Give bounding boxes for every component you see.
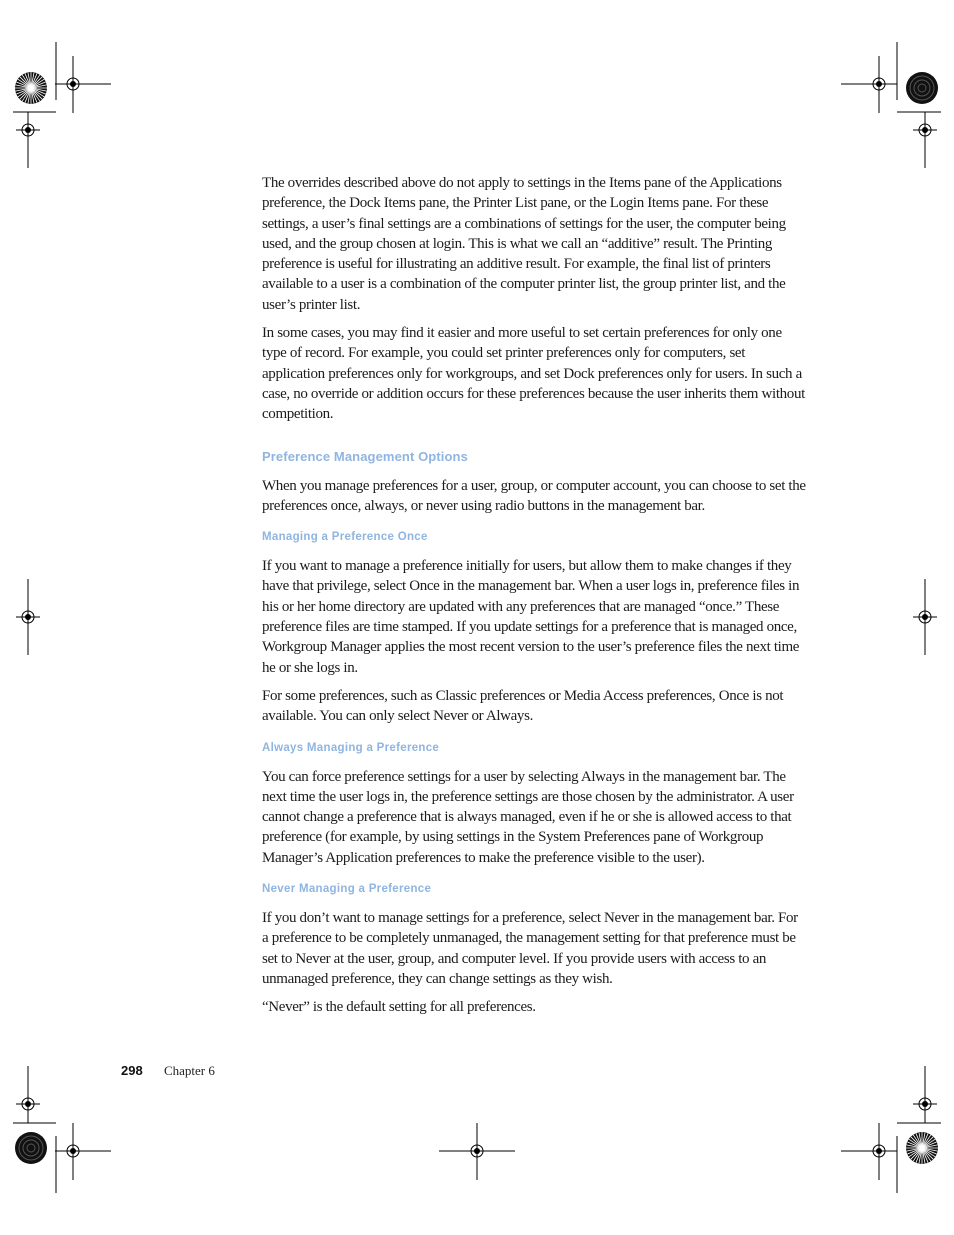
paragraph-never-default: “Never” is the default setting for all preferences.	[262, 999, 536, 1016]
paragraph-once-details: If you want to manage a preference initially for users, but allow them to make changes if they have that privilege, select Once in the management bar. When a user logs in, preference files in his or her home directory are updated with any preferences that are managed “once.” These preference files are time stamped. If you update settings for a preference that is managed once, Workgroup Manager applies the most recent version to the user’s preference files the next time he or she logs in.	[262, 558, 800, 676]
chapter-label: Chapter 6	[163, 1063, 215, 1078]
heading-always-managing: Always Managing a Preference	[262, 741, 440, 754]
paragraph-overrides: The overrides described above do not apply to settings in the Items pane of the Applications preference, the Dock Items pane, the Printer List pane, or the Login Items pane. For these settings, a user’s final settings are a combinations of settings for the user, the computer being used, and the group chosen at login. This is what we call an “additive” result. The Printing preference is useful for illustrating an additive result. For example, the final list of printers available to a user is a combination of the computer printer list, the group printer list, and the user’s printer list.	[262, 175, 786, 313]
paragraph-never-details: If you don’t want to manage settings for a preference, select Never in the management bar. For a preference to be completely unmanaged, the management setting for that preference must be set to Never at the user, group, and computer level. If you provide users with access to an unmanaged preference, they can change settings as they wish.	[262, 910, 798, 987]
heading-never-managing: Never Managing a Preference	[262, 883, 432, 896]
paragraph-management-intro: When you manage preferences for a user, group, or computer account, you can choose to set the preferences once, always, or never using radio buttons in the management bar.	[262, 477, 806, 514]
heading-preference-management-options: Preference Management Options	[262, 448, 468, 464]
paragraph-once-unavailable: For some preferences, such as Classic preferences or Media Access preferences, Once is not available. You can only select Never or Always.	[262, 687, 784, 725]
paragraph-always-details: You can force preference settings for a user by selecting Always in the management bar. The next time the user logs in, the preference settings are those chosen by the administrator. A user cannot change a preference that is always managed, even if he or she is allowed access to that preference (for example, by using settings in the System Preferences pane of Workgroup Manager’s Application preferences to make the preference visible to the user).	[262, 768, 794, 866]
page-footer	[121, 1063, 215, 1079]
page-number: 298	[121, 1063, 143, 1078]
paragraph-some-cases: In some cases, you may find it easier and more useful to set certain preferences for only one type of record. For example, you could set printer preferences only for computers, set application preferences only for workgroups, and set Dock preferences only for users. In such a case, no override or addition occurs for these preferences because the user inherits them without competition.	[262, 325, 805, 423]
body-content	[262, 173, 807, 1026]
heading-managing-once: Managing a Preference Once	[262, 531, 428, 544]
